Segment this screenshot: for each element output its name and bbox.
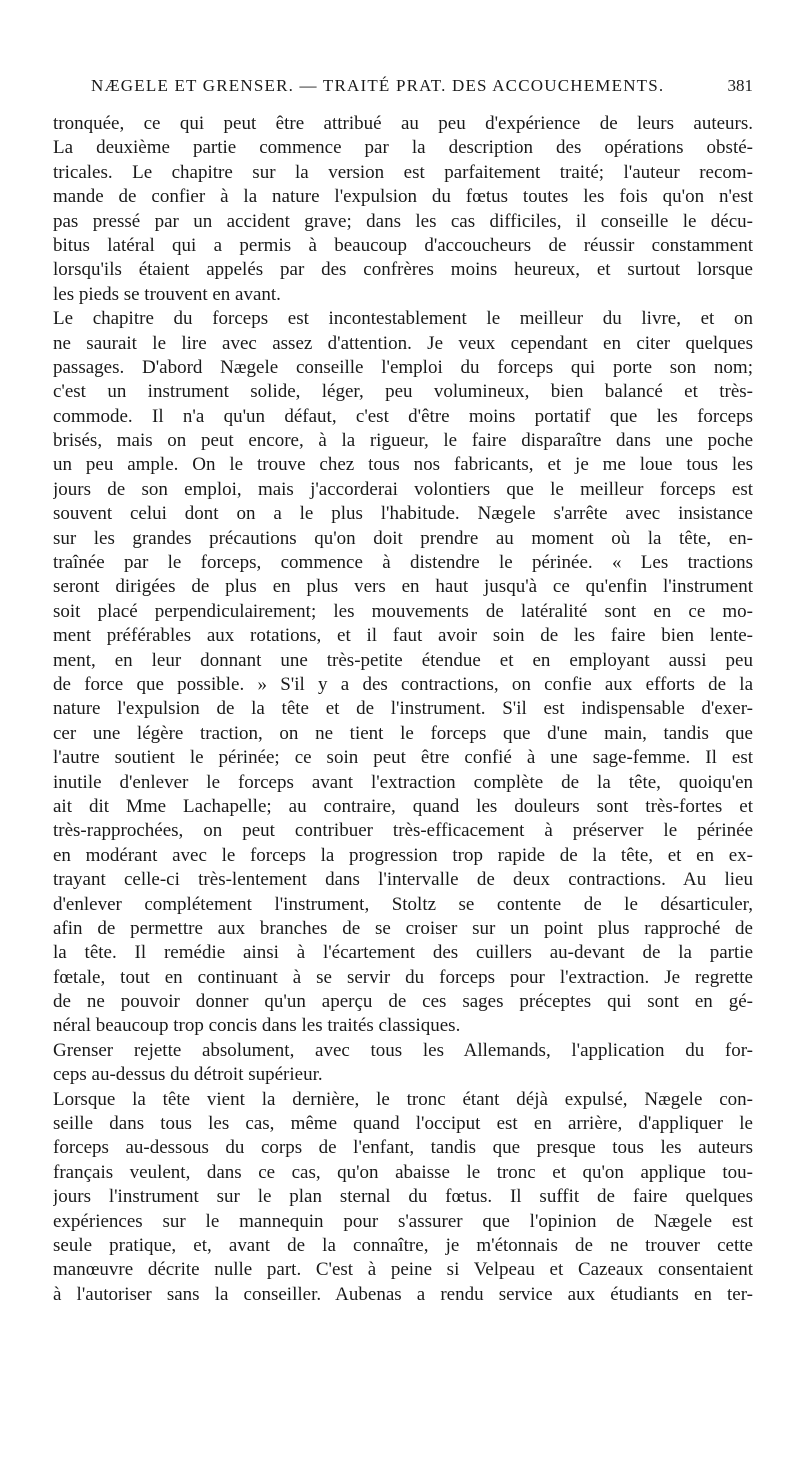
text-line: de force que possible. » S'il y a des contractions, on confie aux efforts de la xyxy=(53,673,753,695)
text-line: jours de son emploi, mais j'accorderai volontiers que le meilleur forceps est xyxy=(53,478,753,500)
text-line: ne saurait le lire avec assez d'attention. Je veux cependant en citer quelques xyxy=(53,332,753,354)
text-line: Grenser rejette absolument, avec tous les Allemands, l'application du for- xyxy=(53,1039,753,1061)
text-line: forceps au-dessous du corps de l'enfant, tandis que presque tous les auteurs xyxy=(53,1137,753,1159)
text-line: à l'autoriser sans la conseiller. Aubenas a rendu service aux étudiants en ter- xyxy=(53,1283,753,1305)
text-line: cer une légère traction, on ne tient le forceps que d'une main, tandis que xyxy=(53,722,753,744)
text-line: l'autre soutient le périnée; ce soin peut être confié à une sage-femme. Il est xyxy=(53,747,753,769)
text-line: jours l'instrument sur le plan sternal du fœtus. Il suffit de faire quelques xyxy=(53,1186,753,1208)
body-text xyxy=(53,112,753,1307)
text-line: très-rapprochées, on peut contribuer très-efficacement à préserver le périnée xyxy=(53,820,753,842)
text-line: afin de permettre aux branches de se croiser sur un point plus rapproché de xyxy=(53,917,753,939)
text-line: expériences sur le mannequin pour s'assurer que l'opinion de Nægele est xyxy=(53,1210,753,1232)
text-line: ment préférables aux rotations, et il faut avoir soin de les faire bien lente- xyxy=(53,625,753,647)
page-header xyxy=(53,76,753,100)
text-line: néral beaucoup trop concis dans les traités classiques. xyxy=(53,1015,461,1037)
text-line: de ne pouvoir donner qu'un aperçu de ces sages préceptes qui sont en gé- xyxy=(53,991,753,1013)
text-line: La deuxième partie commence par la description des opérations obsté- xyxy=(53,137,753,159)
text-line: manœuvre décrite nulle part. C'est à peine si Velpeau et Cazeaux consentaient xyxy=(53,1259,753,1281)
text-line: sur les grandes précautions qu'on doit prendre au moment où la tête, en- xyxy=(53,527,753,549)
text-line: la tête. Il remédie ainsi à l'écartement des cuillers au-devant de la partie xyxy=(53,942,753,964)
text-line: soit placé perpendiculairement; les mouvements de latéralité sont en ce mo- xyxy=(53,600,753,622)
text-line: Lorsque la tête vient la dernière, le tronc étant déjà expulsé, Nægele con- xyxy=(53,1088,753,1110)
text-line: passages. D'abord Nægele conseille l'emploi du forceps qui porte son nom; xyxy=(53,356,753,378)
page-number: 381 xyxy=(727,76,753,95)
text-line: les pieds se trouvent en avant. xyxy=(53,283,281,305)
text-line: traînée par le forceps, commence à distendre le périnée. « Les tractions xyxy=(53,552,753,574)
text-line: mande de confier à la nature l'expulsion du fœtus toutes les fois qu'on n'est xyxy=(53,186,753,208)
text-line: souvent celui dont on a le plus l'habitude. Nægele s'arrête avec insistance xyxy=(53,503,753,525)
text-line: commode. Il n'a qu'un défaut, c'est d'être moins portatif que les forceps xyxy=(53,405,753,427)
text-line: en modérant avec le forceps la progression trop rapide de la tête, et en ex- xyxy=(53,844,753,866)
text-line: ait dit Mme Lachapelle; au contraire, quand les douleurs sont très-fortes et xyxy=(53,795,753,817)
text-line: ceps au-dessus du détroit supérieur. xyxy=(53,1064,323,1086)
running-title: NÆGELE ET GRENSER. — TRAITÉ PRAT. DES ACCOUCHEMENTS. xyxy=(91,76,665,95)
text-line: tronquée, ce qui peut être attribué au peu d'expérience de leurs auteurs. xyxy=(53,113,753,134)
text-line: seule pratique, et, avant de la connaître, je m'étonnais de ne trouver cette xyxy=(53,1234,753,1256)
text-line: d'enlever complétement l'instrument, Stoltz se contente de le désarticuler, xyxy=(53,893,753,915)
text-line: trayant celle-ci très-lentement dans l'intervalle de deux contractions. Au lieu xyxy=(53,869,753,891)
text-line: pas pressé par un accident grave; dans les cas difficiles, il conseille le décu- xyxy=(53,210,753,232)
text-line: inutile d'enlever le forceps avant l'extraction complète de la tête, quoiqu'en xyxy=(53,771,753,793)
text-line: français veulent, dans ce cas, qu'on abaisse le tronc et qu'on applique tou- xyxy=(53,1161,753,1183)
text-line: ment, en leur donnant une très-petite étendue et en employant aussi peu xyxy=(53,649,753,671)
text-line: bitus latéral qui a permis à beaucoup d'accoucheurs de réussir constamment xyxy=(53,234,753,256)
text-line: c'est un instrument solide, léger, peu volumineux, bien balancé et très- xyxy=(53,381,753,403)
text-line: Le chapitre du forceps est incontestablement le meilleur du livre, et on xyxy=(53,308,753,330)
text-line: seront dirigées de plus en plus vers en haut jusqu'à ce qu'enfin l'instrument xyxy=(53,576,753,598)
text-line: seille dans tous les cas, même quand l'occiput est en arrière, d'appliquer le xyxy=(53,1113,753,1135)
text-line: lorsqu'ils étaient appelés par des confrères moins heureux, et surtout lorsque xyxy=(53,259,753,281)
text-line: fœtale, tout en continuant à se servir du forceps pour l'extraction. Je regrette xyxy=(53,966,753,988)
text-line: un peu ample. On le trouve chez tous nos fabricants, et je me loue tous les xyxy=(53,454,753,476)
text-line: nature l'expulsion de la tête et de l'instrument. S'il est indispensable d'exer- xyxy=(53,698,753,720)
text-line: brisés, mais on peut encore, à la rigueur, le faire disparaître dans une poche xyxy=(53,430,753,452)
text-line: tricales. Le chapitre sur la version est parfaitement traité; l'auteur recom- xyxy=(53,161,753,183)
